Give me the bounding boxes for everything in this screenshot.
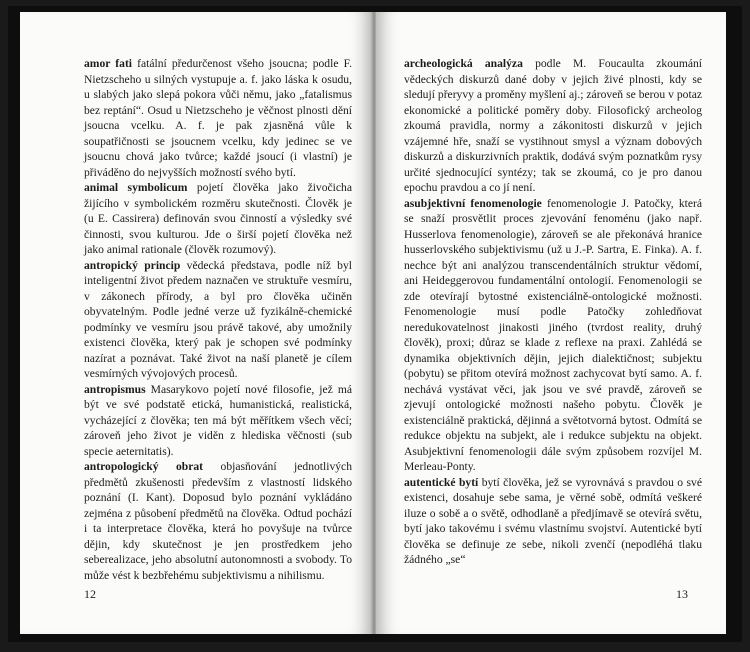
entry-definition: fatální předurčenost všeho jsoucna; podle F. Nietzscheho u silných vystupuje a. f. jako láska k osudu, u slabých jako slepá pokora vůči němu, jako „fatalismus bez reptání“. Osud u Nietzscheho je věčnost plnosti dění jsoucna vcelku. A. f. je pak zjasněná vůle k soupatřičnosti se jsoucnem vcelku, kdy jedinec se ve jsoucnu chová jako tvůrce; každé jsoucí (i vlastní) je přiváděno do nejvyšších možností svého bytí. bbox=[84, 57, 352, 179]
entry-definition: objasňování jednotlivých předmětů zkušenosti především z vlastností lidského poznání (I. Kant). Doposud bylo poznání vykládáno zejména z působení předmětů na člověka. Odtud pochází i ta interpretace člověka, která ho povyšuje na tvůrce dějin, kdy skutečnost je jen prostředkem jeho seberealizace, jeho absolutní autonomnosti a svobody. To může vést k bezbřehému subjektivismu a nihilismu. bbox=[84, 460, 352, 582]
entry-term: antropologický obrat bbox=[84, 460, 204, 473]
book-spread bbox=[8, 6, 742, 642]
left-page bbox=[20, 12, 372, 634]
entry-definition: podle M. Foucaulta zkoumání vědeckých diskurzů dané doby v jejich živé plnosti, kdy se sledují přeryvy a proměny myšlení aj.; zároveň se berou v potaz ekonomické a politické poměry doby. Filosofický archeolog zkoumá pravidla, normy a zákonitosti diskurzů v jejich vzájemné hře, snaží se vystihnout smysl a význam dobových diskurzů a diskurzivních praktik, dodává svým poznatkům rysy určité sjednocující syntézy; tak se zkoumá, co je pro danou epochu pravdou a co jí není. bbox=[404, 57, 702, 194]
entry-term: antropismus bbox=[84, 382, 146, 396]
entry-term: animal symbolicum bbox=[84, 181, 188, 194]
right-page bbox=[376, 12, 726, 634]
left-page-text bbox=[84, 56, 352, 583]
dictionary-entry bbox=[84, 459, 352, 583]
entry-definition: vědecká představa, podle níž byl inteligentní život předem naznačen ve struktuře vesmíru, v zákonech přírody, a byl pro člověka učiněn obyvatelným. Podle jedné verze už fyzikálně-chemické podmínky ve vesmíru jsou právě takové, aby umožnily existenci člověka, který pak je schopen své podmínky nazírat a poznávat. Také život na naší planetě je cílem vesmírných vývojových procesů. bbox=[84, 258, 352, 380]
entry-term: autentické bytí bbox=[404, 475, 479, 489]
dictionary-entry bbox=[84, 382, 352, 460]
entry-term: asubjektivní fenomenologie bbox=[404, 196, 542, 210]
dictionary-entry bbox=[404, 56, 702, 196]
entry-definition: fenomenologie J. Patočky, která se snaží prosvětlit proces zjevování fenoménu (jako např. Husserlova fenomenologie), zároveň se ale překonává hranice husserlovského subjektivismu (už u J.-P. Sartra, E. Finka). A. f. nechce být ani analýzou transcendentálních struktur vědomí, ani Heideggerovou fundamentální ontologií. Fenomenologii se zde otevírají bytostné existenciálně-ontologické možnosti. Fenomenologie musí podle Patočky zohledňovat neredukovatelnost jinakosti jiného (tvrdost reality, druhý člověk), proxi; důraz se klade z reflexe na praxi. Zahlédá se dynamika objektivních dějin, jejich dialektičnost; subjektu (pobytu) se přitom otevírá možnost zachycovat bytí samo. A. f. nechává vystávat věci, jak jsou ve své pravdě, zároveň se zjevují ontologické možnosti našeho pobytu. Člověk je existenciálně praktická, dějinná a světotvorná bytost. Odmítá se redukce objektu na subjekt, ale i redukce subjektu na objekt. Asubjektivní fenomenologii dále svým způsobem rozvíjel M. Merleau-Ponty. bbox=[404, 196, 702, 473]
page-number: 12 bbox=[84, 587, 96, 601]
dictionary-entry bbox=[84, 258, 352, 382]
dictionary-entry bbox=[84, 180, 352, 258]
entry-term: antropický princip bbox=[84, 258, 181, 272]
entry-term: amor fati bbox=[84, 57, 133, 70]
entry-definition: pojetí člověka jako živočicha žijícího v symbolickém rozměru skutečnosti. Člověk je (u E. Cassirera) definován svou činností a výsledky své činnosti, svou kulturou. Jde o širší pojetí člověka než jako animal rationale (člověk rozumový). bbox=[84, 181, 352, 256]
page-number: 13 bbox=[676, 587, 688, 601]
entry-definition: Masarykovo pojetí nové filosofie, jež má být ve své podstatě etická, humanistická, realistická, vycházející z člověka; ten má být měřítkem všech věcí; zároveň jeho život je viděn z hlediska věčnosti (sub specie aeternitatis). bbox=[84, 382, 352, 458]
entry-definition: bytí člověka, jež se vyrovnává s pravdou o své existenci, dosahuje sebe sama, je věrné sobě, odmítá veškeré iluze o sobě a o světě, odhodlaně a předjímavě se otevírá světu, bytí jako takovému i svému vlastnímu svojství. Autentické bytí člověka se definuje ze sebe, nikoli zvenčí (nepodléhá tlaku žádného „se“ bbox=[404, 475, 702, 566]
right-page-text bbox=[404, 56, 702, 568]
dictionary-entry bbox=[404, 196, 702, 475]
dictionary-entry bbox=[404, 475, 702, 568]
entry-term: archeologická analýza bbox=[404, 57, 523, 70]
dictionary-entry bbox=[84, 56, 352, 180]
